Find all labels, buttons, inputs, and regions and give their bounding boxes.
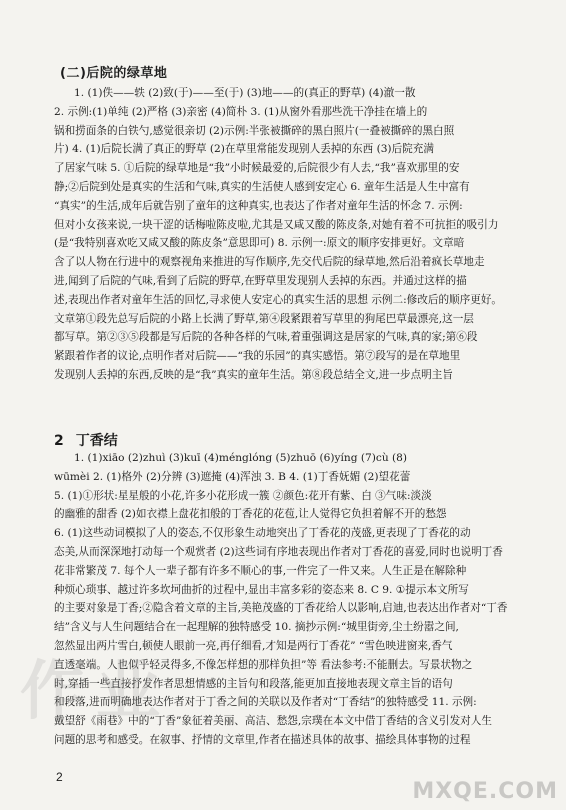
text-line: 片) 4. (1)后院长满了真正的野草 (2)在草里常能发现别人丢掉的东西 (3)后院充满 — [54, 143, 434, 156]
text-line: wūmèi 2. (1)格外 (2)分辨 (3)遮掩 (4)浑浊 3. B 4. (1)丁香妩媚 (2)望花蕾 — [54, 470, 411, 483]
section-number: 2 — [54, 433, 64, 449]
section-body-backyard — [54, 84, 512, 385]
text-line: “真实”的生活,成年后就告别了童年的这种真实,也表达了作者对童年生活的怀念 7. 示例: — [54, 199, 463, 212]
text-line: 结”含义与人生问题结合在一起理解的独特感受 10. 摘抄示例:“城里街旁,尘土纷嚣之间, — [54, 621, 459, 634]
text-line: 6. (1)这些动词模拟了人的姿态,不仅形象生动地突出了丁香花的茂盛,更表现了丁香花的动 — [54, 527, 471, 540]
text-line: 忽然显出两片雪白,顿使人眼前一亮,再仔细看,才知是两行丁香花” “雪色映进窗来,香气 — [54, 639, 453, 652]
text-line: 了居家气味 5. ①后院的绿草地是“我”小时候最爱的,后院很少有人去,“我”喜欢那里的安 — [54, 162, 460, 175]
text-line: 直透毫端。人也似乎轻灵得多,不像怎样想的那样负担”等 看法参考:不能删去。写景状物之 — [54, 658, 473, 671]
text-line: 锅和捞面条的白铁勺,感觉很亲切 (2)示例:半张被撕碎的黑白照片(一叠被撕碎的黑白照 — [54, 124, 455, 137]
section-title-lilac — [54, 430, 118, 450]
text-line: 含了以人物在行进中的观察视角来推进的写作顺序,先交代后院的绿草地,然后沿着疯长草地走 — [54, 256, 485, 269]
text-line: (是“我特别喜欢吃又咸又酸的陈皮条”意思即可) 8. 示例一:原文的顺序安排更好。文章暗 — [54, 237, 465, 250]
text-line: 1. (1)xiāo (2)zhuì (3)kuī (4)ménglóng (5)zhuō (6)yíng (7)cù (8) — [74, 452, 408, 464]
section-title-text: 丁香结 — [75, 433, 118, 449]
section-title-backyard: (二)后院的绿草地 — [60, 66, 168, 81]
watermark-text: 作业 — [20, 655, 172, 729]
text-line: 1. (1)佚——轶 (2)致(于)——至(于) (3)地——的(真正的野草) (4)澈一散 — [74, 87, 416, 99]
text-line: 但对小女孩来说,一块干涩的话梅啦陈皮啦,尤其是又咸又酸的陈皮条,对她有着不可抗拒的吸引力 — [54, 218, 499, 231]
text-line: 态美,从而深深地打动每一个观赏者 (2)这些词有序地表现出作者对丁香花的喜爱,同时也说明丁香 — [54, 545, 503, 558]
text-line: 花非常繁茂 7. 每个人一辈子都有许多不顺心的事,一件完了一件又来。人生正是在解除种 — [54, 564, 467, 577]
text-line: 种烦心琐事、越过许多坎坷曲折的过程中,显出丰富多彩的姿态来 8. C 9. ①提示本文所写 — [54, 583, 469, 596]
text-line: 紧跟着作者的议论,点明作者对后院——“我的乐园”的真实感悟。第⑦段写的是在草地里 — [54, 350, 461, 363]
text-line: 进,闻到了后院的气味,看到了后院的野草,在野草里发现别人丢掉的东西。并通过这样的描 — [54, 274, 467, 287]
text-line: 述,表现出作者对童年生活的回忆,寻求使人安定心的真实生活的思想 示例二:修改后的顺序更好。 — [54, 293, 503, 306]
text-line: 的主要对象是丁香;②隐含着文章的主旨,美艳茂盛的丁香花给人以影响,启迪,也表达出作者对“丁香 — [54, 602, 508, 615]
text-line: 戴望舒《雨巷》中的“丁香”象征着美丽、高洁、愁怨,宗璞在本文中借丁香结的含义引发对人生 — [54, 715, 492, 728]
text-line: 时,穿插一些直接抒发作者思想情感的主旨句和段落,能更加直接地表现文章主旨的语句 — [54, 677, 453, 690]
text-line: 5. (1)①形状:星星般的小花,许多小花形成一簇 ②颜色:花开有紫、白 ③气味:淡淡 — [54, 489, 432, 502]
text-line: 问题的思考和感受。在叙事、抒情的文章里,作者在描述具体的故事、描绘具体事物的过程 — [54, 733, 471, 746]
text-line: 静;②后院到处是真实的生活和气味,真实的生活使人感到安定心 6. 童年生活是人生中富有 — [54, 180, 470, 193]
text-line: 都写草。第②③⑤段都是写后院的各种各样的气味,着重强调这是居家的气味,真的家;第⑥段 — [54, 331, 478, 344]
text-line: 文章第①段先总写后院的小路上长满了野草,第④段紧跟着写草里的狗尾巴草最漂亮,这一层 — [54, 312, 474, 325]
text-line: 和段落,进而明确地表达作者对于丁香之间的关联以及作者对“丁香结”的独特感受 11. 示例: — [54, 696, 477, 709]
page-number: 2 — [56, 770, 63, 784]
text-line: 2. 示例:(1)单纯 (2)严格 (3)亲密 (4)简朴 3. (1)从窗外看那些洗干净挂在墙上的 — [54, 105, 428, 118]
watermark-logo: MXQE.COM — [412, 779, 558, 804]
text-line: 的幽雅的甜香 (2)如衣襟上盘花扣般的丁香花的花苞,让人觉得它负担着解不开的愁怨 — [54, 508, 447, 521]
text-line: 发现别人丢掉的东西,反映的是“我”真实的童年生活。第⑧段总结全文,进一步点明主旨 — [54, 368, 453, 381]
